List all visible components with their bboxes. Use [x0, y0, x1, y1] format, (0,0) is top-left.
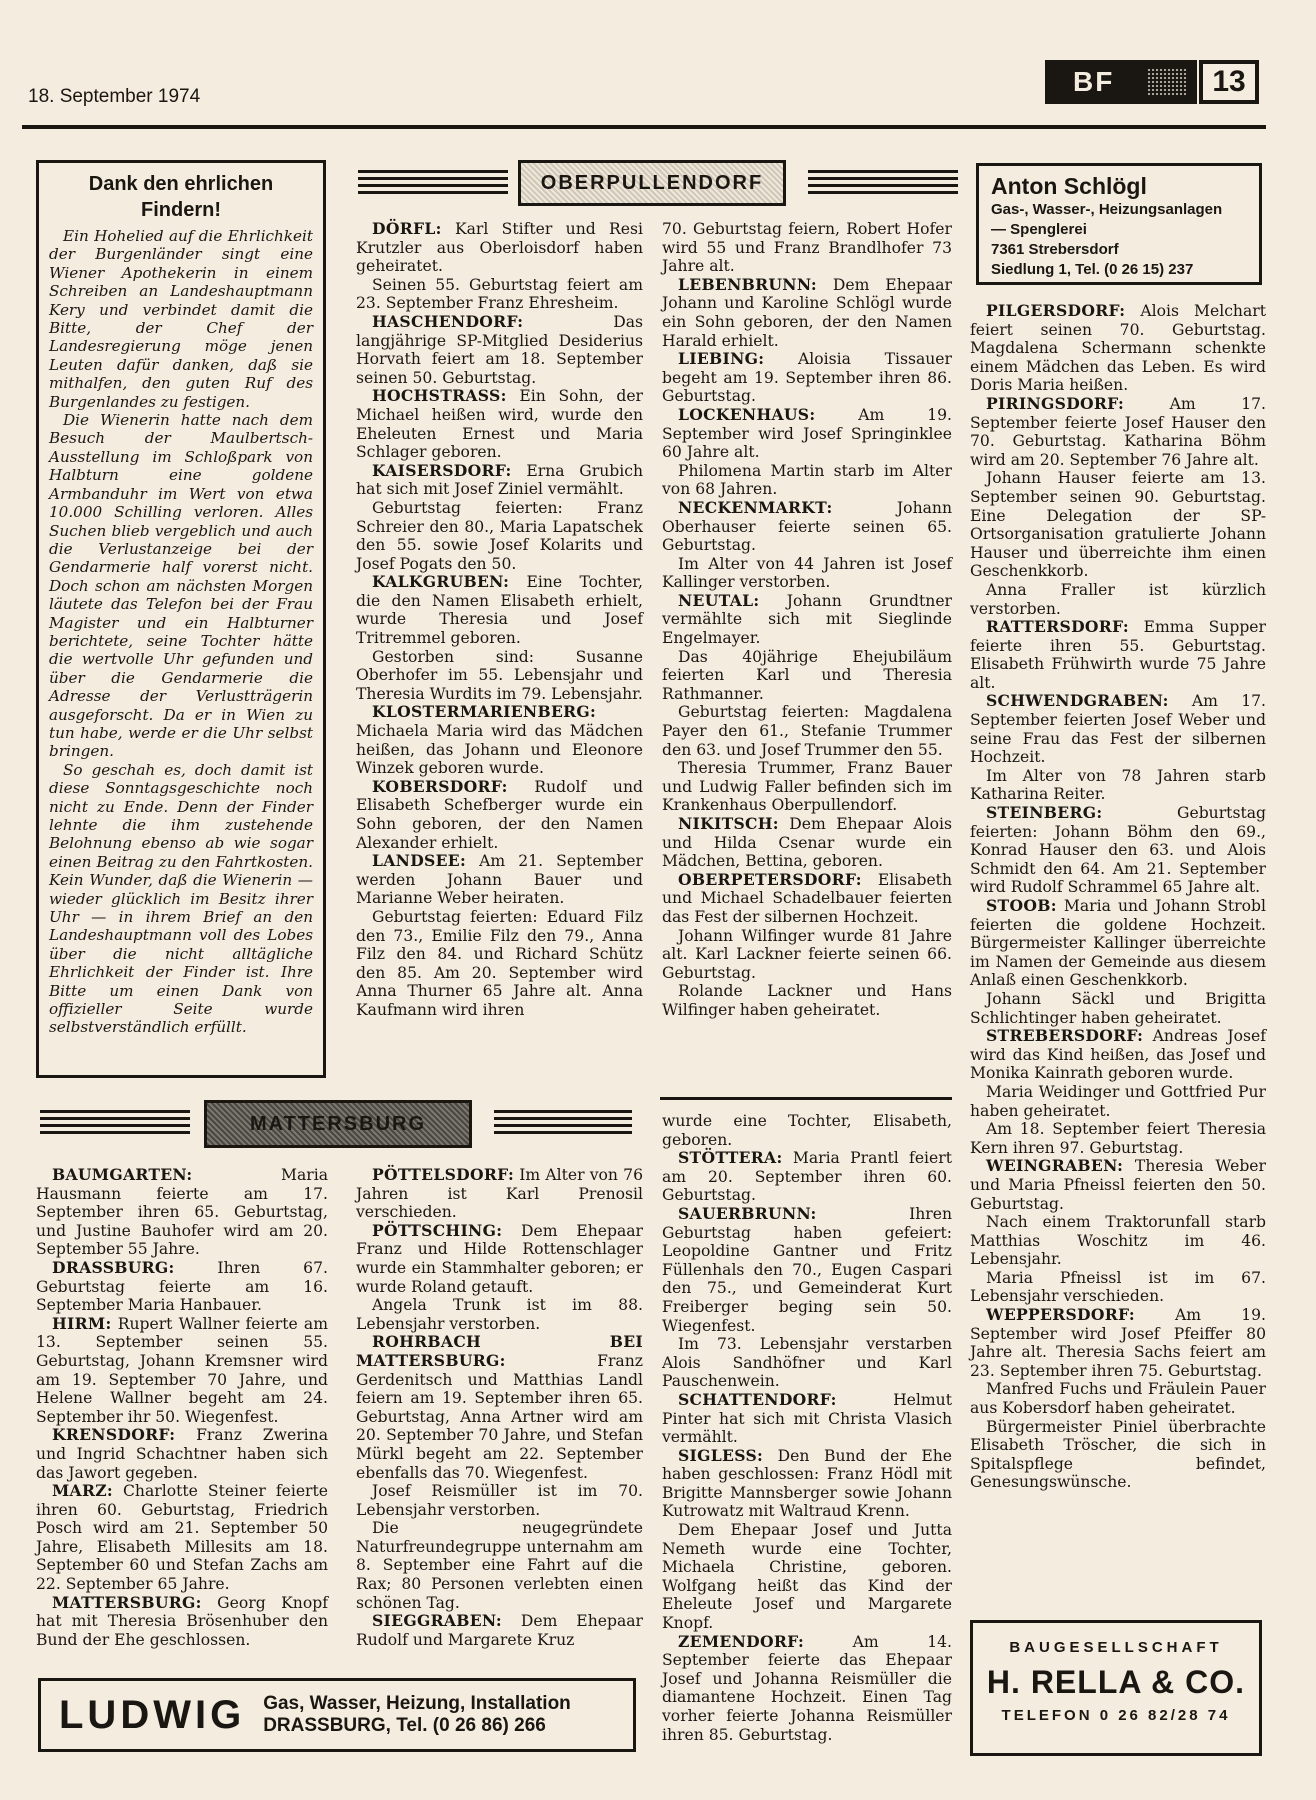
news-text: Philomena Martin starb im Alter von 68 Jahren.: [662, 461, 952, 499]
place-name: LOCKENHAUS:: [678, 404, 816, 424]
news-item: [36, 1594, 328, 1650]
place-name: DÖRFL:: [372, 219, 442, 238]
news-item: [356, 1222, 643, 1296]
place-name: LEBENBRUNN:: [678, 274, 817, 294]
news-item: [356, 778, 643, 852]
place-name: STÖTTERA:: [678, 1148, 783, 1168]
news-text: Rupert Wallner feierte am 13. September seinen 55. Geburtstag, Johann Kremsner wird am 19. September 70 Jahre, und Helene Wallner begeht am 24. September ihr 50. Wiegenfest.: [36, 1314, 328, 1426]
news-text: Josef Reismüller ist im 70. Lebensjahr verstorben.: [356, 1482, 643, 1519]
place-name: ZEMENDORF:: [678, 1631, 805, 1651]
news-item: [662, 1335, 952, 1391]
news-text: Dem Ehepaar Franz und Hilde Rottenschlager wurde ein Stammhalter geboren; er wurde Roland getauft.: [356, 1221, 643, 1296]
place-name: SCHATTENDORF:: [678, 1389, 837, 1409]
heading-bars-right: [808, 170, 958, 200]
news-text: Gestorben sind: Susanne Oberhofer im 55. Lebensjahr und Theresia Wurdits im 79. Lebensjahr.: [356, 647, 643, 703]
news-item: [662, 648, 952, 704]
news-item: [356, 908, 643, 1020]
news-text: Dem Ehepaar Johann und Karoline Schlögl wurde ein Sohn geboren, der den Namen Harald erhielt.: [662, 275, 952, 350]
place-name: SIEGGRABEN:: [372, 1611, 502, 1631]
ad-details: [263, 1693, 571, 1737]
heading-bars-left: [40, 1110, 190, 1140]
news-item: [970, 1157, 1266, 1213]
news-item: [970, 897, 1266, 990]
news-text: Franz Gerdenitsch und Matthias Landl feiern am 19. September ihren 65. Geburtstag, Anna Artner wird am 20. September 70 Jahre, und Stefan Mürkl begeht am 22. September ebenfalls das 70. Wiegenfest.: [356, 1351, 643, 1482]
column-mattersburg-3: [662, 1112, 952, 1744]
news-item: [662, 1633, 952, 1745]
news-text: Angela Trunk ist im 88. Lebensjahr verstorben.: [356, 1296, 643, 1333]
news-text: Nach einem Traktorunfall starb Matthias Woschitz im 46. Lebensjahr.: [970, 1213, 1266, 1269]
news-text: Geburtstag feierten: Johann Böhm den 69., Konrad Hauser den 63. und Alois Schmidt den 64. Am 21. September wird Rudolf Schrammel 65 Jahre alt.: [970, 804, 1266, 897]
news-text: Theresia Trummer, Franz Bauer und Ludwig Faller befinden sich im Krankenhaus Oberpullendorf.: [662, 759, 952, 815]
news-item: [662, 759, 952, 815]
column-oberpullendorf-3: [970, 302, 1266, 1492]
place-name: HASCHENDORF:: [372, 311, 524, 331]
news-text: Theresia Weber und Maria Pfneissl feierten den 50. Geburtstag.: [970, 1157, 1266, 1213]
place-name: RATTERSDORF:: [986, 617, 1129, 637]
place-name: DRASSBURG:: [52, 1257, 175, 1277]
place-name: OBERPETERSDORF:: [678, 869, 862, 889]
news-item: [970, 1306, 1266, 1380]
news-text: Johann Wilfinger wurde 81 Jahre alt. Karl Lackner feierte seinen 66. Geburtstag.: [662, 926, 952, 982]
column-mattersburg-2: [356, 1166, 643, 1649]
news-item: [970, 767, 1266, 804]
news-text: Andreas Josef wird das Kind heißen, das Josef und Monika Kainrath geboren wurde.: [970, 1027, 1266, 1083]
news-text: Georg Knopf hat mit Theresia Brösenhuber den Bund der Ehe geschlossen.: [36, 1593, 328, 1649]
place-name: PÖTTSCHING:: [372, 1220, 503, 1240]
news-text: Am 21. September werden Johann Bauer und Marianne Weber heiraten.: [356, 852, 643, 908]
news-item: [356, 276, 643, 313]
news-item: [36, 1259, 328, 1315]
place-name: KAISERSDORF:: [372, 460, 512, 480]
news-text: Alois Melchart feiert seinen 70. Geburtstag. Magdalena Schermann schenkte einem Mädchen das Leben. Es wird Doris Maria heißen.: [970, 302, 1266, 395]
news-item: [970, 1380, 1266, 1417]
news-item: [970, 692, 1266, 766]
place-name: LIEBING:: [678, 349, 765, 369]
news-item: [970, 581, 1266, 618]
news-item: [662, 220, 952, 276]
news-text: Geburtstag feierten: Eduard Filz den 73., Emilie Filz den 79., Anna Filz den 84. und Richard Schütz den 85. Am 20. September wird Anna Thurner 65 Jahre alt. Anna Kaufmann wird ihren: [356, 907, 643, 1019]
news-text: Elisabeth und Michael Schadelbauer feierten das Fest der silbernen Hochzeit.: [662, 870, 952, 926]
column-divider: [660, 1097, 952, 1100]
boxed-article-title: Dank den ehrlichen Findern!: [88, 173, 274, 221]
place-name: KRENSDORF:: [52, 1425, 176, 1445]
news-text: Helmut Pinter hat sich mit Christa Vlasich vermählt.: [662, 1390, 952, 1447]
place-name: WEPPERSDORF:: [986, 1305, 1135, 1325]
news-item: [356, 499, 643, 573]
news-text: Im 73. Lebensjahr verstarben Alois Sandhöfner und Karl Pauschenwein.: [662, 1335, 952, 1391]
news-item: [36, 1166, 328, 1259]
news-item: [356, 703, 643, 777]
place-name: HIRM:: [52, 1313, 112, 1333]
news-text: Bürgermeister Piniel überbrachte Elisabeth Tröscher, die sich in Spitalspflege befindet, Genesungswünsche.: [970, 1417, 1266, 1492]
news-item: [662, 982, 952, 1019]
news-text: Manfred Fuchs und Fräulein Pauer aus Kobersdorf haben geheiratet.: [970, 1380, 1266, 1418]
place-name: SIGLESS:: [678, 1445, 764, 1465]
news-item: [356, 1166, 643, 1222]
news-text: Dem Ehepaar Rudolf und Margarete Kruz: [356, 1612, 643, 1649]
ad-anton-schloegl: [976, 163, 1262, 285]
news-text: Ihren Geburtstag haben gefeiert: Leopoldine Gantner und Fritz Füllenhals den 70., Eugen Caspari den 75., und Gemeinderat Kurt Freiberger beging sein 50. Wiegenfest.: [662, 1204, 952, 1335]
news-text: Johann Oberhauser feierte seinen 65. Geburtstag.: [662, 498, 952, 555]
news-text: Ein Sohn, der Michael heißen wird, wurde den Eheleuten Ernest und Maria Schlager geboren.: [356, 387, 643, 462]
paragraph: Ein Hohelied auf die Ehrlichkeit der Burgenländer singt eine Wiener Apothekerin in einem Schreiben an Landeshauptmann Kery und verbindet damit die Bitte, der Chef der Landesregierung möge jenen Leuten dafür danken, daß sie mithalfen, den guten Ruf des Burgenlandes zu festigen.: [49, 227, 313, 411]
heading-bars-right: [494, 1110, 632, 1140]
news-text: Maria und Johann Strobl feierten die goldene Hochzeit. Bürgermeister Kallinger überreichte im Namen der Gemeinde aus diesem Anlaß einen Geschenkkorb.: [970, 897, 1266, 990]
heading-bars-left: [358, 170, 508, 200]
news-text: Dem Ehepaar Alois und Hilda Csenar wurde ein Mädchen, Bettina, geboren.: [662, 815, 952, 871]
news-text: Am 18. September feiert Theresia Kern ihren 97. Geburtstag.: [970, 1120, 1266, 1157]
news-item: [970, 804, 1266, 897]
news-item: [662, 592, 952, 648]
news-item: [36, 1315, 328, 1427]
section-badge-label: BF: [1073, 66, 1115, 97]
news-item: [662, 1521, 952, 1633]
news-item: [662, 1205, 952, 1335]
column-mattersburg-1: [36, 1166, 328, 1649]
news-item: [970, 1213, 1266, 1269]
news-item: [356, 1482, 643, 1519]
boxed-article: [36, 160, 326, 1078]
place-name: HOCHSTRASS:: [372, 386, 507, 406]
ad-line: DRASSBURG, Tel. (0 26 86) 266: [263, 1715, 546, 1736]
news-text: Johann Hauser feierte am 13. September seinen 90. Geburtstag. Eine Delegation der SP-Ortsorganisation gratulierte Johann Hauser und überreichte ihm einen Geschenkkorb.: [970, 469, 1266, 581]
section-badge: [1045, 60, 1197, 104]
ad-line: Gas-, Wasser-, Heizungsanlagen: [991, 201, 1223, 218]
news-text: Im Alter von 76 Jahren ist Karl Prenosil verschieden.: [356, 1166, 643, 1222]
place-name: SCHWENDGRABEN:: [986, 691, 1169, 711]
news-text: 70. Geburtstag feiern, Robert Hofer wird 55 und Franz Brandlhofer 73 Jahre alt.: [662, 220, 952, 276]
ad-line: — Spenglerei: [991, 221, 1087, 238]
news-item: [970, 1120, 1266, 1157]
news-item: [970, 1418, 1266, 1492]
news-text: Karl Stifter und Resi Krutzler aus Oberloisdorf haben geheiratet.: [356, 220, 643, 276]
news-item: [356, 313, 643, 387]
place-name: LANDSEE:: [372, 851, 467, 871]
news-text: Emma Supper feierte ihren 55. Geburtstag. Elisabeth Frühwirth wurde 75 Jahre alt.: [970, 618, 1266, 692]
place-name: KALKGRUBEN:: [372, 572, 510, 592]
place-name: STEINBERG:: [986, 803, 1103, 823]
paragraph: So geschah es, doch damit ist diese Sonntagsgeschichte noch nicht zu Ende. Denn der Finder lehnte die ihm zustehende Belohnung ebenso ab wie sogar einen Beitrag zu den Fahrtkosten. Kein Wunder, daß die Wienerin — wieder glücklich im Besitz ihrer Uhr — in ihrem Brief an den Landeshauptmann voll des Lobes über die nicht alltägliche Ehrlichkeit der Finder ist. Ihre Bitte um einen Dank von offizieller Seite wurde selbstverständlich erfüllt.: [49, 760, 313, 1037]
ad-line: TELEFON 0 26 82/28 74: [1001, 1707, 1231, 1724]
news-text: Am 19. September wird Josef Springinklee 60 Jahre alt.: [662, 405, 952, 462]
place-name: PILGERSDORF:: [986, 301, 1126, 320]
place-name: BAUMGARTEN:: [52, 1165, 193, 1184]
news-text: Im Alter von 78 Jahren starb Katharina Reiter.: [970, 766, 1266, 804]
news-text: Aloisia Tissauer begeht am 19. September ihren 86. Geburtstag.: [662, 350, 952, 406]
place-name: PÖTTELSDORF:: [372, 1165, 515, 1184]
screen-pattern: [1147, 68, 1187, 96]
place-name: MARZ:: [52, 1481, 113, 1501]
news-text: Das 40jährige Ehejubiläum feierten Karl und Theresia Rathmanner.: [662, 647, 952, 703]
news-item: [970, 395, 1266, 469]
header-rule: [22, 125, 1266, 129]
ad-rella: [970, 1620, 1262, 1756]
news-item: [356, 1519, 643, 1612]
issue-date: 18. September 1974: [28, 86, 201, 107]
news-item: [356, 1296, 643, 1333]
place-name: ROHRBACH BEI MATTERSBURG:: [356, 1332, 643, 1370]
news-text: Am 19. September wird Josef Pfeiffer 80 Jahre alt. Theresia Sachs feiert am 23. September ihren 75. Geburtstag.: [970, 1306, 1266, 1380]
news-text: Die neugegründete Naturfreundegruppe unternahm am 8. September eine Fahrt auf die Rax; 80 Personen verlebten einen schönen Tag.: [356, 1519, 643, 1612]
news-item: [662, 1149, 952, 1205]
news-item: [356, 648, 643, 704]
paragraph: Die Wienerin hatte nach dem Besuch der Maulbertsch-Ausstellung im Schloßpark von Halbturn eine goldene Armbanduhr im Wert von etwa 10.000 Schilling verloren. Alles Suchen blieb vergeblich und auch die Verlustanzeige bei der Gendarmerie half vorerst nicht. Doch schon am nächsten Morgen läutete das Telefon bei der Frau Magister und ein Halbturner berichtete, seine Tochter hätte die wertvolle Uhr gefunden und über die Gendarmerie die Adresse der Verlustträgerin ausgeforscht. Da er in Wien zu tun habe, werde er die Uhr selbst bringen.: [49, 411, 313, 761]
place-name: MATTERSBURG:: [52, 1592, 202, 1612]
news-item: [662, 871, 952, 927]
place-name: STREBERSDORF:: [986, 1026, 1144, 1046]
place-name: PIRINGSDORF:: [986, 393, 1125, 413]
ad-line: 7361 Strebersdorf: [991, 241, 1119, 258]
news-item: [356, 462, 643, 499]
news-item: [662, 703, 952, 759]
news-item: [970, 469, 1266, 581]
news-text: Geburtstag feierten: Magdalena Payer den 61., Stefanie Trummer den 63. und Josef Trummer den 55.: [662, 703, 952, 759]
news-text: Im Alter von 44 Jahren ist Josef Kallinger verstorben.: [662, 554, 952, 592]
news-item: [356, 1333, 643, 1482]
news-item: [356, 220, 643, 276]
news-item: [662, 499, 952, 555]
news-item: [36, 1426, 328, 1482]
place-name: SAUERBRUNN:: [678, 1203, 817, 1223]
place-name: NECKENMARKT:: [678, 497, 833, 517]
news-text: Maria Hausmann feierte am 17. September ihren 65. Geburtstag, und Justine Bauhofer wird am 20. September 55 Jahre.: [36, 1166, 328, 1259]
news-item: [662, 815, 952, 871]
news-text: Maria Pfneissl ist im 67. Lebensjahr verschieden.: [970, 1268, 1266, 1306]
ad-line: Gas, Wasser, Heizung, Installation: [263, 1693, 571, 1714]
news-item: [970, 1269, 1266, 1306]
place-name: STOOB:: [986, 896, 1057, 915]
news-text: Den Bund der Ehe haben geschlossen: Franz Hödl mit Brigitte Mannsberger sowie Johann Kutrowatz mit Waltraud Krenn.: [662, 1446, 952, 1521]
news-text: Erna Grubich hat sich mit Josef Ziniel vermählt.: [356, 461, 643, 499]
news-item: [662, 927, 952, 983]
news-text: Johann Säckl und Brigitta Schlichtinger haben geheiratet.: [970, 989, 1266, 1027]
ad-name: Anton Schlögl: [991, 173, 1147, 199]
news-text: Anna Fraller ist kürzlich verstorben.: [970, 580, 1266, 618]
boxed-article-body: [49, 227, 313, 1037]
place-name: KLOSTERMARIENBERG:: [372, 702, 597, 722]
news-item: [662, 1391, 952, 1447]
news-item: [36, 1482, 328, 1594]
news-text: Maria Prantl feiert am 20. September ihren 60. Geburtstag.: [662, 1149, 952, 1205]
news-item: [662, 1112, 952, 1149]
news-text: Maria Weidinger und Gottfried Pur haben geheiratet.: [970, 1082, 1266, 1120]
news-text: Am 14. September feierte das Ehepaar Josef und Johanna Reismüller die diamantene Hochzeit. Einen Tag vorher feierte Johanna Reismüller ihren 85. Geburtstag.: [662, 1632, 952, 1744]
news-text: Johann Grundtner vermählte sich mit Sieglinde Engelmayer.: [662, 591, 952, 648]
place-name: WEINGRABEN:: [986, 1156, 1124, 1176]
news-item: [662, 1447, 952, 1521]
page-number: 13: [1199, 60, 1259, 104]
news-text: Rolande Lackner und Hans Wilfinger haben geheiratet.: [662, 982, 952, 1019]
news-text: wurde eine Tochter, Elisabeth, geboren.: [662, 1112, 952, 1149]
ad-name: LUDWIG: [59, 1692, 246, 1737]
news-item: [356, 573, 643, 647]
news-item: [970, 302, 1266, 395]
place-name: KOBERSDORF:: [372, 776, 508, 796]
news-text: Am 17. September feierten Josef Weber und seine Frau das Fest der silbernen Hochzeit.: [970, 692, 1266, 767]
news-text: Charlotte Steiner feierte ihren 60. Geburtstag, Friedrich Posch wird am 21. September 50 Jahre, Elisabeth Millesits am 18. September 60 und Stefan Zachs am 22. September 65 Jahre.: [36, 1482, 328, 1594]
news-item: [662, 462, 952, 499]
news-item: [970, 1083, 1266, 1120]
news-item: [356, 1612, 643, 1649]
news-item: [662, 276, 952, 350]
column-oberpullendorf-2: [662, 220, 952, 1020]
news-item: [662, 555, 952, 592]
news-item: [970, 1027, 1266, 1083]
news-text: Seinen 55. Geburtstag feiert am 23. September Franz Ehresheim.: [356, 275, 643, 313]
ad-ludwig: [38, 1678, 636, 1752]
section-heading-mattersburg: MATTERSBURG: [204, 1100, 472, 1148]
news-item: [970, 990, 1266, 1027]
news-item: [662, 406, 952, 462]
news-text: Dem Ehepaar Josef und Jutta Nemeth wurde eine Tochter, Michaela Christine, geboren. Wolfgang heißt das Kind der Eheleute Josef und Margarete Knopf.: [662, 1521, 952, 1633]
ad-name: H. RELLA & CO.: [986, 1664, 1246, 1700]
news-text: Rudolf und Elisabeth Schefberger wurde ein Sohn geboren, der den Namen Alexander erhielt.: [356, 777, 643, 852]
news-text: Das langjährige SP-Mitglied Desiderius Horvath feiert am 18. September seinen 50. Geburtstag.: [356, 312, 643, 387]
column-oberpullendorf-1: [356, 220, 643, 1020]
news-text: Eine Tochter, die den Namen Elisabeth erhielt, wurde Theresia und Josef Tritremmel geboren.: [356, 573, 643, 648]
news-text: Franz Zwerina und Ingrid Schachtner haben sich das Jawort gegeben.: [36, 1426, 328, 1482]
ad-line: BAUGESELLSCHAFT: [1009, 1639, 1223, 1656]
news-text: Michaela Maria wird das Mädchen heißen, das Johann und Eleonore Winzek geboren wurde.: [356, 722, 643, 778]
ad-line: Siedlung 1, Tel. (0 26 15) 237: [991, 261, 1194, 278]
news-text: Geburtstag feierten: Franz Schreier den 80., Maria Lapatschek den 55. sowie Josef Kolarits und Josef Pogats den 50.: [356, 498, 643, 573]
news-text: Am 17. September feierte Josef Hauser den 70. Geburtstag. Katharina Böhm wird am 20. September 76 Jahre alt.: [970, 394, 1266, 469]
news-item: [356, 852, 643, 908]
section-heading-oberpullendorf: OBERPULLENDORF: [518, 160, 786, 206]
news-item: [662, 350, 952, 406]
news-item: [356, 387, 643, 461]
news-item: [970, 618, 1266, 692]
news-text: Ihren 67. Geburtstag feierte am 16. September Maria Hanbauer.: [36, 1258, 328, 1315]
place-name: NIKITSCH:: [678, 814, 779, 833]
place-name: NEUTAL:: [678, 590, 760, 610]
